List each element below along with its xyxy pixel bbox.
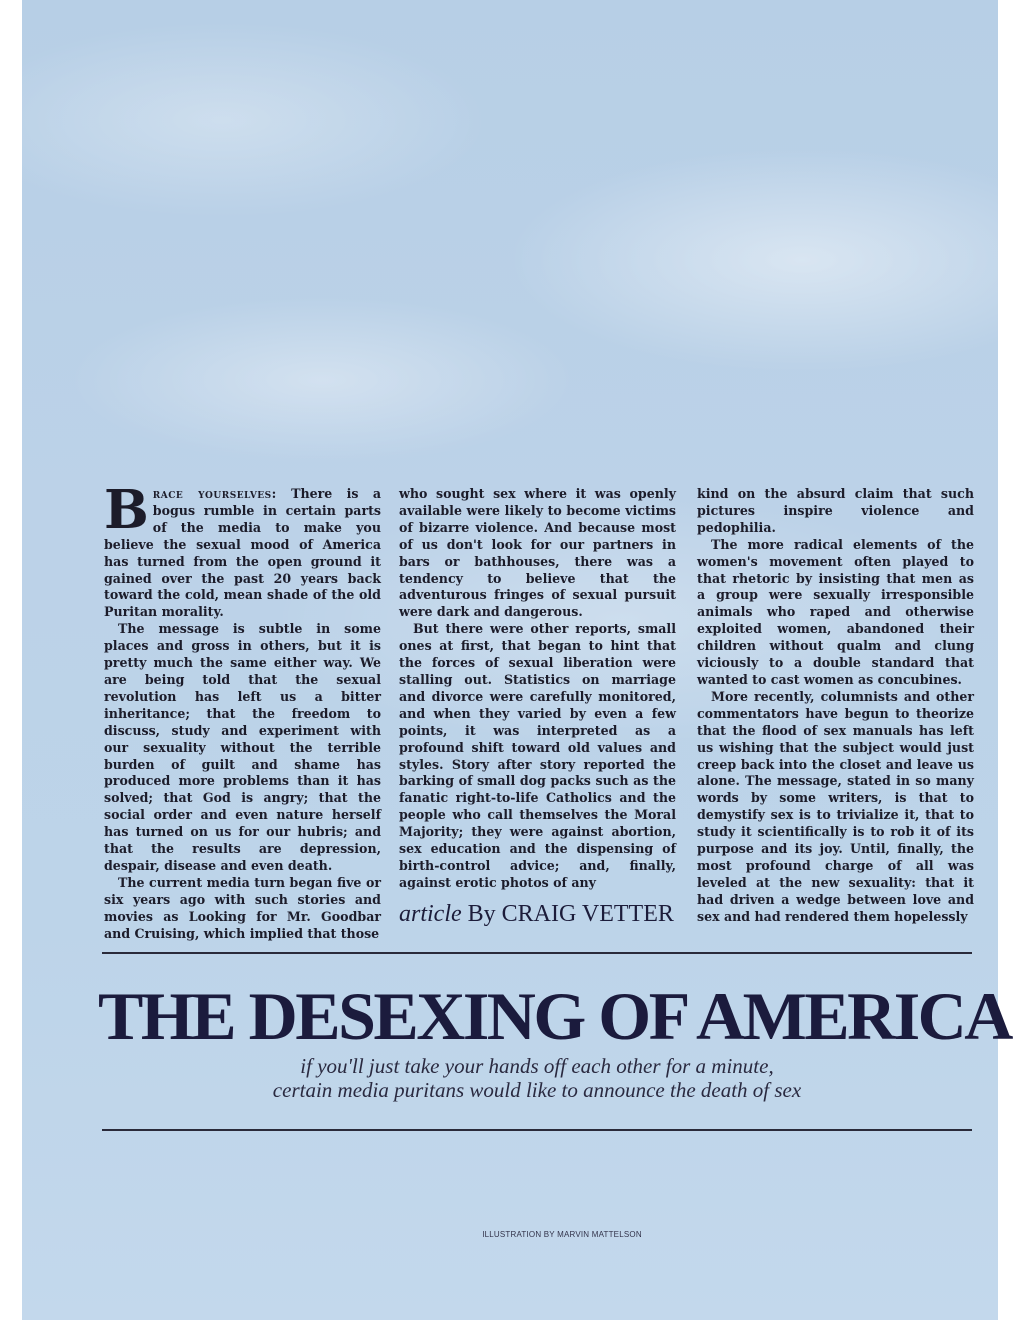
deck-subtitle xyxy=(102,1054,972,1102)
article-column-1 xyxy=(104,479,381,942)
page-title: THE DESEXING OF AMERICA xyxy=(98,978,1011,1054)
paragraph: The more radical elements of the women's movement often played to that rhetoric by insisting that men as a group were sexually irresponsible animals who raped and otherwise exploited women, abandoned their children without qualm and clung viciously to a double standard that wanted to cast women as concubines. xyxy=(697,536,974,687)
paragraph: The current media turn began five or six years ago with such stories and movies as Looking for Mr. Goodbar and Cruising, which implied that those xyxy=(104,874,381,941)
lead-in: race yourselves: xyxy=(152,486,277,501)
divider-rule-bottom xyxy=(102,1129,972,1131)
paragraph: who sought sex where it was openly available were likely to become victims of bizarre violence. And because most of us don't look for our partners in bars or bathhouses, there was a tendency to believe that the adventurous fringes of sexual pursuit were dark and dangerous. xyxy=(399,486,676,620)
magazine-page xyxy=(22,0,1011,1320)
paragraph: kind on the absurd claim that such pictures inspire violence and pedophilia. xyxy=(697,486,974,535)
paragraph-text: There is a bogus rumble in certain parts of the media to make you believe the sexual mood of America has turned from the open ground it gained over the past 20 years back toward the cold, mean shade of the old Puritan morality. xyxy=(104,486,381,620)
drop-cap: B xyxy=(104,479,149,541)
paragraph xyxy=(104,479,381,621)
paragraph: The message is subtle in some places and gross in others, but it is pretty much the same either way. We are being told that the sexual revolution has left us a bitter inheritance; that the freedom to discuss, study and experiment with our sexuality without the terrible burden of guilt and shame has produced more problems than it has solved; that God is angry; that the social order and even nature herself has turned on us for our hubris; and that the results are depression, despair, disease and even death. xyxy=(104,621,381,873)
paragraph: But there were other reports, small ones at first, that began to hint that the forces of sexual liberation were stalling out. Statistics on marriage and divorce were carefully monitored, and when they varied by even a few points, it was interpreted as a profound shift toward old values and styles. Story after story reported the barking of small dog packs such as the fanatic right-to-life Catholics and the people who call themselves the Moral Majority; they were against abortion, sex education and the dispensing of birth-control advice; and, finally, against erotic photos of any xyxy=(399,621,676,890)
article-column-3 xyxy=(697,486,974,926)
deck-line: if you'll just take your hands off each other for a minute, xyxy=(300,1054,774,1078)
byline-author: By CRAIG VETTER xyxy=(467,900,674,927)
byline xyxy=(399,900,676,927)
divider-rule-top xyxy=(102,952,972,954)
deck-line: certain media puritans would like to announce the death of sex xyxy=(272,1078,802,1102)
illustration-credit: ILLUSTRATION BY MARVIN MATTELSON xyxy=(482,1230,642,1239)
byline-label: article xyxy=(399,900,462,927)
article-column-2 xyxy=(399,486,676,927)
paragraph: More recently, columnists and other commentators have begun to theorize that the flood of sex manuals has left us wishing that the subject would just creep back into the closet and leave us alone. The message, stated in so many words by some writers, is that to demystify sex is to trivialize it, that to study it scientifically is to rob it of its purpose and its joy. Until, finally, the most profound charge of all was leveled at the new sexuality: that it had driven a wedge between love and sex and had rendered them hopelessly xyxy=(697,688,974,924)
